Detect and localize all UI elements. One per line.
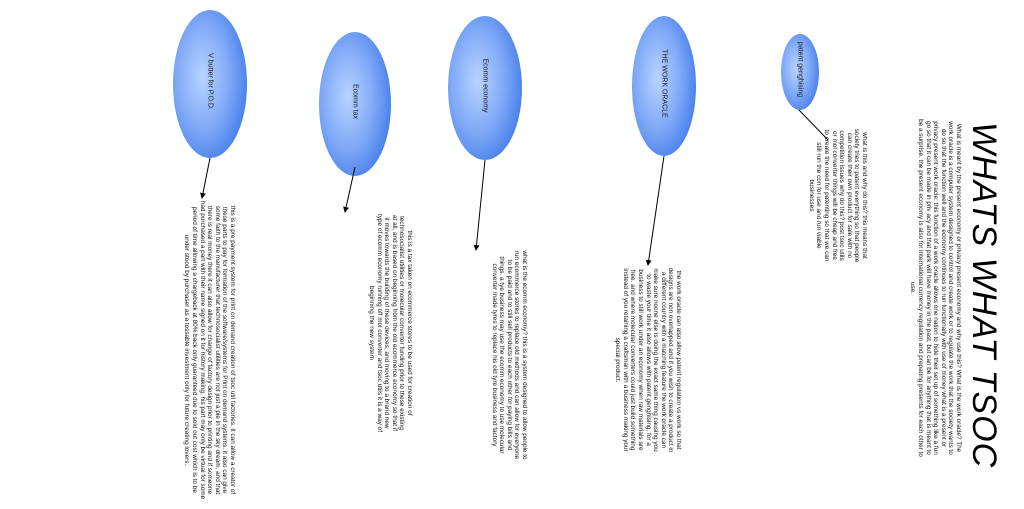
- tax-note: this is a tax taken on ecommerce stores to be used for creation of technosocialist utilities or molecular converter funding prior to these existing at all, and is based on beginning from the old ecommerce economy so that if it moves towards the building of these devices, and moving to a brand new type of ecomm economy running off mol converter and tsoc utils it is a way of beginning the new system: [368, 214, 413, 432]
- node-label-tax: Ecomm tax: [351, 83, 359, 119]
- node-label-oracle: THE WORK ORACLE: [660, 49, 668, 118]
- arrow-vbutter: [202, 158, 210, 198]
- page-title: WHATS WHAT TSOC: [965, 122, 1003, 469]
- node-label-patent: patent genghising: [796, 41, 804, 98]
- patent-note: what is this and why do this? this means that society tries to patent everything so that people can create their own product for sale with no competition issues why do this? post tsoc utils or mol converter things will be cheap and free to create the need for patenting so that we can still run the con for use and run viable businesses: [807, 128, 868, 263]
- node-label-vbutter: V butter for P.O.D.: [206, 53, 214, 110]
- node-label-economy: Ecomm economy: [481, 58, 489, 113]
- vbutter-note: this is a pre payment system for print on demand creation of tsoc util factories. it can allow a creator of these parts to pay for formation of the software/systems for Print on demand systems. it also can give some faith to the manufacturer that technosocialist utilities are not just a pie in the sky dream, and that there is real money there it can also allow for change of factory design prior to printing and if someone had purchased a part with their name signed on it for history making, his part may only be virtual for some period of time allowing a chargeback at 80% back only guaranteed due to sold out cost which is to be under stood by purchaser as a tossable investment only for future creating lovers.: [183, 200, 236, 500]
- oracle-note: the work oracle can also allow patent regulation vs work so that designs are non overlapped and if you wish to create a product in a different country with a matching feature the work oracle can make sure noone else is doing the exact same thing causing you to waste your time it also allows with patent genghising, for a business to still work under an economy when raw materials are free. and where molecular converters could just build something instead of you retaining a craftsman with a business making your special product.: [614, 267, 682, 453]
- arrow-economy: [476, 160, 485, 250]
- arrow-oracle: [648, 156, 664, 265]
- intro-note: What is meant by the present economy or privacy present economy and why use this? What is the work oracle? The work oracle is a computer system designed to control and create work or to regulate the work that the society wants to do so that the function well and the economy continues to run functionally with use of money what is a present or privacy present work oracle: this function of a work oracle allows one nation to hide their set up of something like a fun go so that it can be made in priv acy and that park will have money in the past, but can be for anything that is meant to be a surprise. the present economy is also for international currency regulation and preparing presents for each other to use.: [909, 119, 962, 457]
- economy-note: what is the ecomm economy? this is a system designed to allow people to run ecommerce stores to replace old methods and can allow for everyone to be paid and to still sell products to each other for paying bills and things. a tye business may use the ecomm economy to use molecular converter made tyres to replace his old tyre business and factory: [490, 250, 528, 460]
